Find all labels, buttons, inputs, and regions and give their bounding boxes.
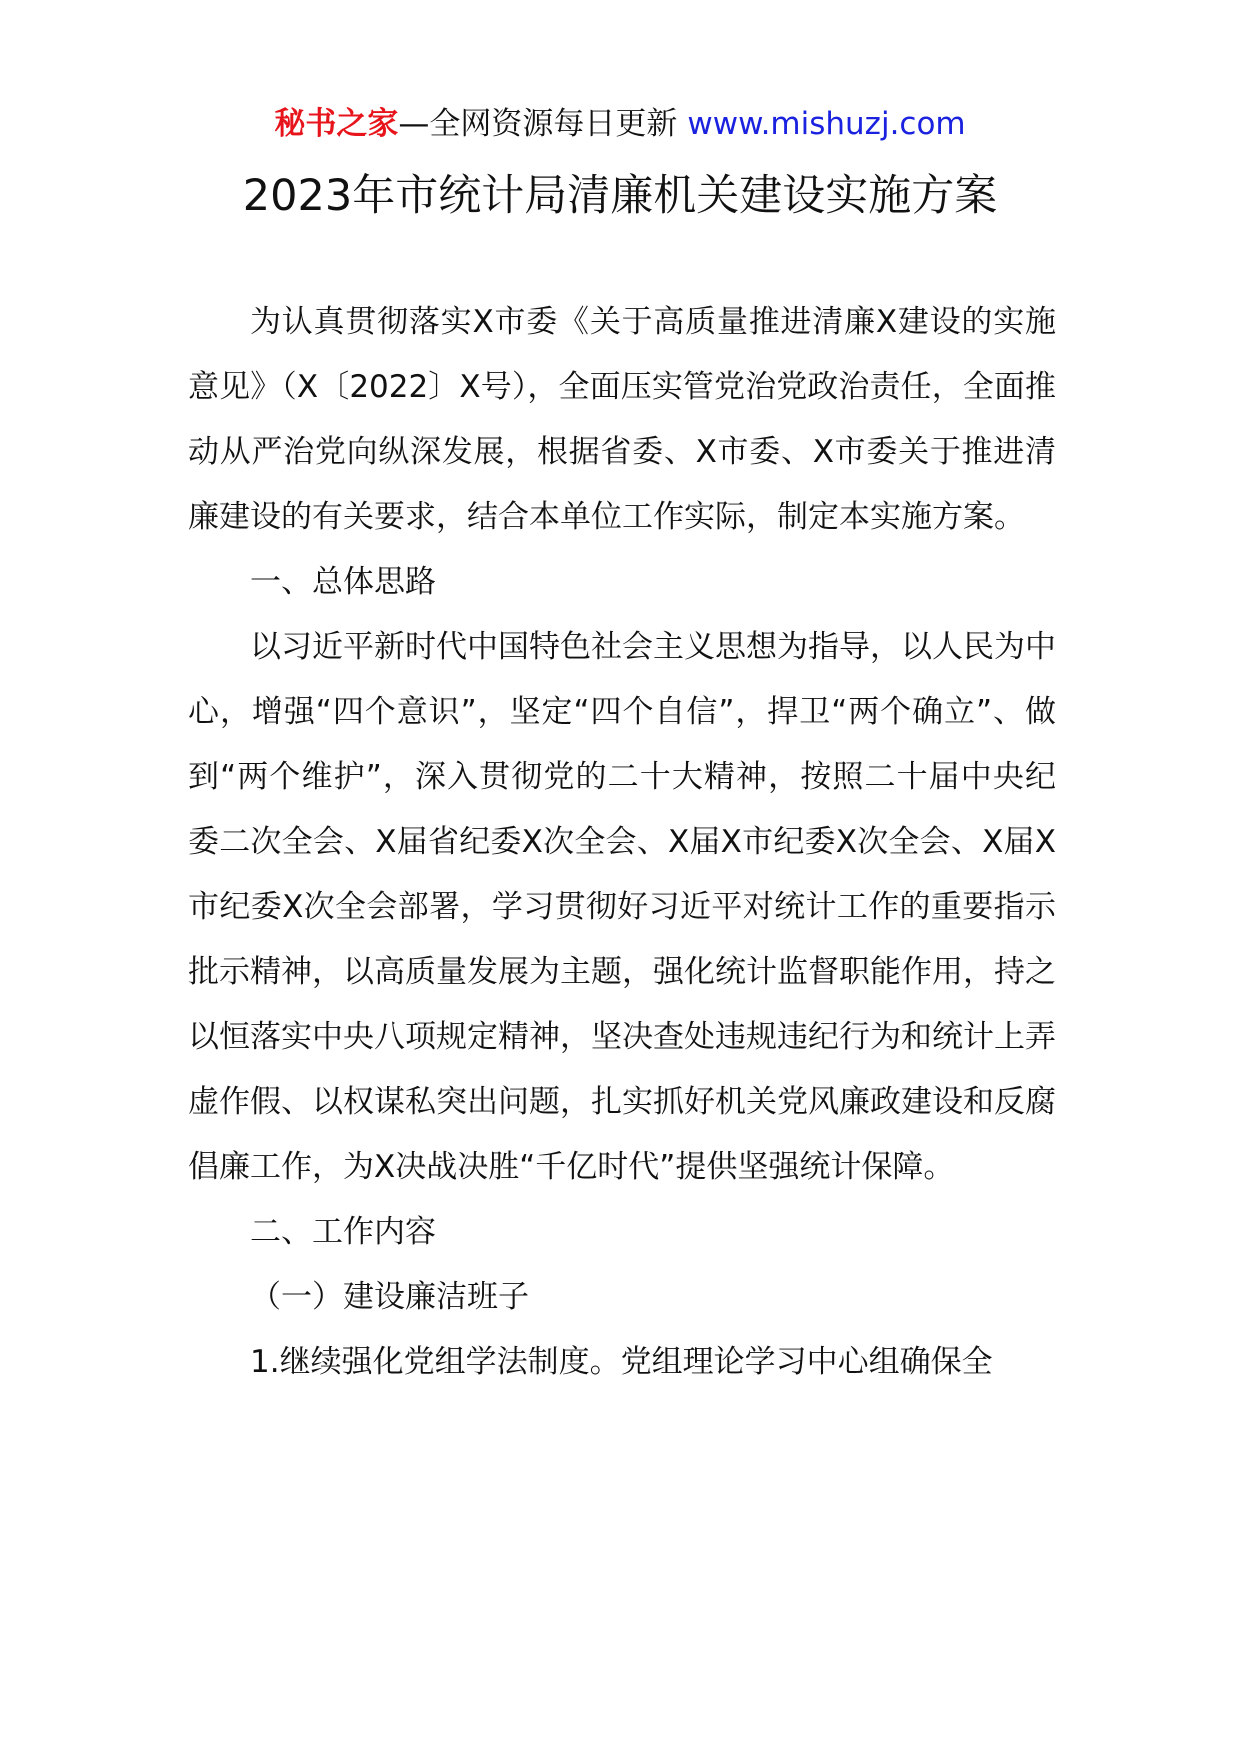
header-slogan: 全网资源每日更新 (429, 106, 678, 142)
brand-name: 秘书之家 (274, 106, 399, 142)
intro-paragraph: 为认真贯彻落实X市委《关于高质量推进清廉X建设的实施意见》（X〔2022〕X号），全面压实管党治党政治责任，全面推动从严治党向纵深发展，根据省委、X市委、X市委关于推进清廉建设的有关要求，结合本单位工作实际，制定本实施方案。 (188, 304, 1056, 535)
section-1-paragraph: 以习近平新时代中国特色社会主义思想为指导，以人民为中心，增强“四个意识”，坚定“四个自信”，捍卫“两个确立”、做到“两个维护”，深入贯彻党的二十大精神，按照二十届中央纪委二次全会、X届省纪委X次全会、X届X市纪委X次全会、X届X市纪委X次全会部署，学习贯彻好习近平对统计工作的重要指示批示精神，以高质量发展为主题，强化统计监督职能作用，持之以恒落实中央八项规定精神，坚决查处违规违纪行为和统计上弄虚作假、以权谋私突出问题，扎实抓好机关党风廉政建设和反腐倡廉工作，为X决战决胜“千亿时代”提供坚强统计保障。 (188, 629, 1056, 1185)
subsection-1-heading: （一）建设廉洁班子 (250, 1279, 529, 1315)
item-1-paragraph: 1.继续强化党组学法制度。党组理论学习中心组确保全 (250, 1344, 993, 1380)
document-title: 2023年市统计局清廉机关建设实施方案 (242, 171, 998, 221)
site-url-link[interactable]: www.mishuzj.com (687, 106, 966, 142)
header-dash: — (398, 106, 430, 142)
site-header (0, 104, 1240, 144)
document-body (188, 290, 1056, 1395)
section-1-heading: 一、总体思路 (250, 564, 436, 600)
section-2-heading: 二、工作内容 (250, 1214, 436, 1250)
